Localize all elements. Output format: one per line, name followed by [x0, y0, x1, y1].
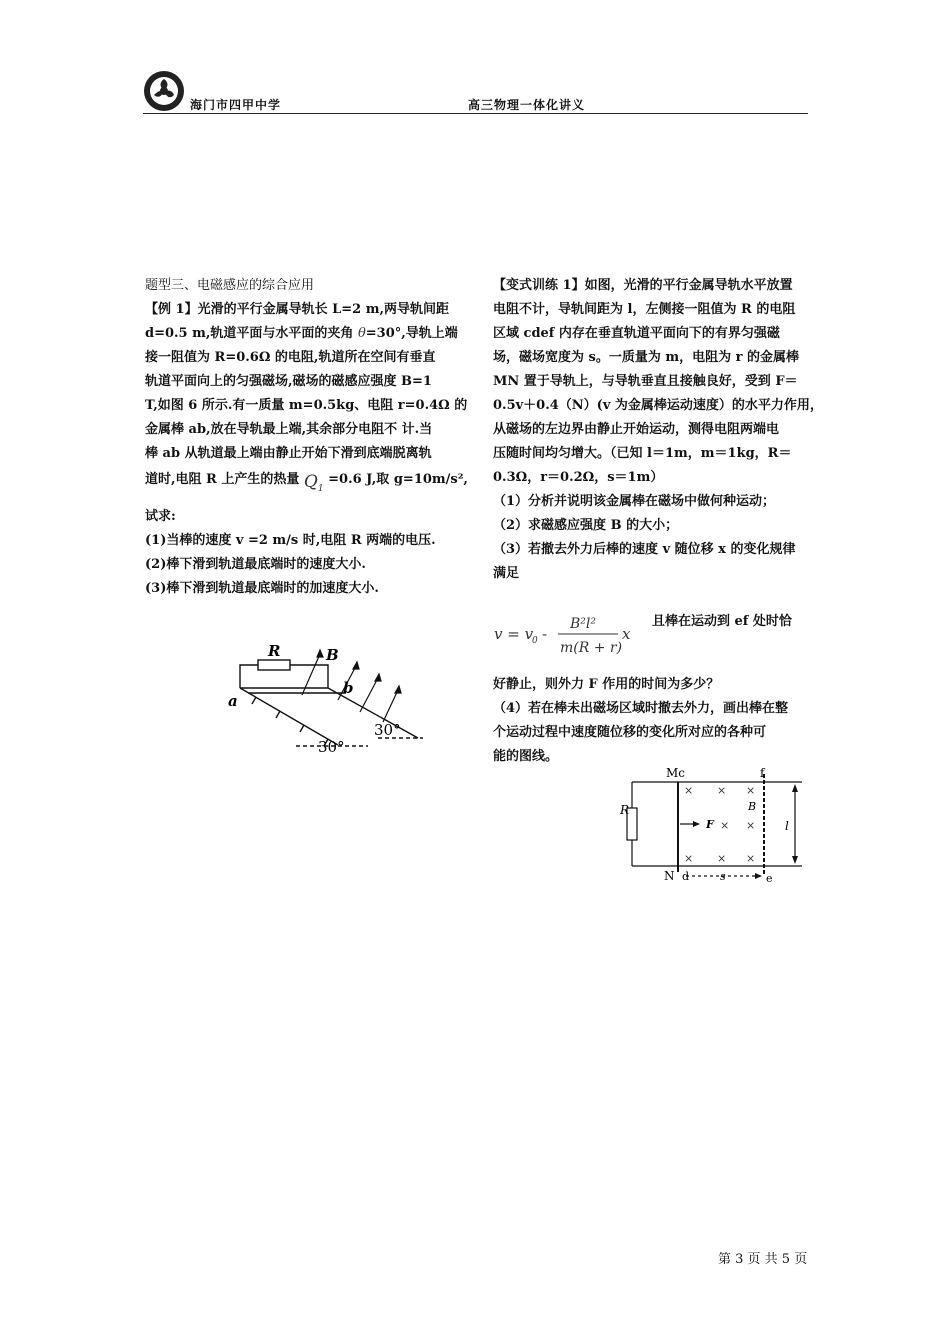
incline-rail-figure — [228, 640, 428, 755]
example-1-column — [145, 274, 468, 601]
width-l-label: l — [785, 819, 789, 833]
svg-text:×: × — [746, 784, 756, 797]
question-1: (1)当棒的速度 v =2 m/s 时,电阻 R 两端的电压. — [145, 533, 436, 548]
problem-line: 0.3Ω，r＝0.2Ω，s＝1m） — [493, 470, 664, 485]
problem-line: 轨道平面向上的匀强磁场,磁场的磁感应强度 B=1 — [145, 374, 432, 389]
problem-line: MN 置于导轨上，与导轨垂直且接触良好，受到 F＝ — [493, 374, 798, 389]
svg-text:-: - — [542, 625, 548, 643]
problem-line: 个运动过程中速度随位移的变化所对应的各种可 — [493, 725, 767, 740]
label-d: d — [682, 870, 690, 883]
page-number: 第 3 页 共 5 页 — [718, 1252, 808, 1267]
school-logo — [143, 70, 185, 112]
field-label: B — [326, 646, 339, 664]
problem-line: 金属棒 ab,放在导轨最上端,其余部分电阻不 计.当 — [145, 422, 433, 437]
resistor-R-label: R — [620, 803, 630, 817]
heat-symbol: Q — [303, 472, 318, 492]
svg-text:×: × — [720, 819, 730, 832]
problem-line: 棒 ab 从轨道最上端由静止开始下滑到底端脱离轨 — [145, 446, 432, 461]
resistor-label: R — [268, 642, 281, 660]
sub-question-1: （1）分析并说明该金属棒在磁场中做何种运动； — [493, 494, 776, 509]
problem-line: 能的图线。 — [493, 749, 559, 764]
problem-line: d=0.5 m,轨道平面与水平面的夹角 θ=30°,导轨上端 — [145, 326, 458, 341]
label-N: N — [664, 869, 675, 883]
school-name: 海门市四甲中学 — [190, 98, 282, 112]
problem-line: 压随时间均匀增大。（已知 l＝1m，m＝1kg，R＝ — [493, 446, 792, 461]
svg-text:×: × — [746, 819, 756, 832]
problem-line: 区域 cdef 内存在垂直轨道平面向下的有界匀强磁 — [493, 326, 780, 341]
svg-text:B²l²: B²l² — [570, 616, 596, 632]
svg-text:×: × — [717, 852, 727, 865]
velocity-formula — [492, 606, 652, 660]
variant-training-column — [493, 274, 823, 586]
sub-question-3: （3）若撤去外力后棒的速度 v 随位移 x 的变化规律 — [493, 542, 796, 557]
problem-line: 满足 — [493, 566, 520, 581]
header-divider — [143, 113, 808, 114]
svg-text:×: × — [684, 784, 694, 797]
point-a-label: a — [228, 692, 238, 710]
angle-label-lower: 30° — [318, 738, 345, 755]
svg-text:×: × — [717, 784, 727, 797]
section-title: 题型三、电磁感应的综合应用 — [145, 278, 315, 293]
problem-line: 0.5v＋0.4（N）(v 为金属棒运动速度）的水平力作用， — [493, 398, 823, 413]
horizontal-rail-figure — [620, 764, 810, 886]
angle-label-upper: 30° — [374, 721, 401, 739]
problem-line: T,如图 6 所示.有一质量 m=0.5kg、电阻 r=0.4Ω 的 — [145, 398, 468, 413]
sub-question-4: （4）若在棒未出磁场区域时撤去外力，画出棒在整 — [493, 701, 789, 716]
problem-line: 道时,电阻 R 上产生的热量 $Q_1 =0.6$ J,取 g=10m/s², — [145, 472, 468, 494]
length-s-label: s — [720, 870, 726, 883]
label-e: e — [766, 872, 773, 885]
force-label: F — [706, 818, 714, 831]
course-title: 高三物理一体化讲义 — [468, 98, 586, 112]
problem-line: 场，磁场宽度为 s。一质量为 m，电阻为 r 的金属棒 — [493, 350, 800, 365]
problem-line: 【变式训练 1】如图，光滑的平行金属导轨水平放置 — [493, 278, 793, 293]
label-f: f — [760, 766, 765, 780]
svg-text:m(R + r): m(R + r) — [560, 640, 623, 656]
problem-line: 好静止，则外力 F 作用的时间为多少？ — [493, 677, 720, 692]
sub-question-2: （2）求磁感应强度 B 的大小； — [493, 518, 679, 533]
formula-tail: 且棒在运动到 ef 处时恰 — [652, 614, 792, 629]
ask-label: 试求: — [145, 509, 176, 524]
field-B-label: B — [748, 800, 757, 813]
theta-symbol: θ — [357, 326, 366, 341]
svg-text:0: 0 — [532, 636, 538, 646]
problem-line: 【例 1】光滑的平行金属导轨长 L=2 m,两导轨间距 — [145, 302, 449, 317]
label-Mc: Mc — [666, 766, 686, 780]
problem-line: 电阻不计，导轨间距为 l，左侧接一阻值为 R 的电阻 — [493, 302, 796, 317]
svg-text:v = v: v = v — [494, 625, 534, 643]
svg-text:×: × — [684, 852, 694, 865]
svg-text:×: × — [746, 852, 756, 865]
svg-text:x: x — [622, 625, 631, 643]
question-3: (3)棒下滑到轨道最底端时的加速度大小. — [145, 581, 379, 596]
problem-line: 接一阻值为 R=0.6Ω 的电阻,轨道所在空间有垂直 — [145, 350, 436, 365]
point-b-label: b — [343, 679, 354, 697]
question-2: (2)棒下滑到轨道最底端时的速度大小. — [145, 557, 366, 572]
variant-training-continued — [493, 673, 788, 769]
problem-line: 从磁场的左边界由静止开始运动，测得电阻两端电 — [493, 422, 780, 437]
